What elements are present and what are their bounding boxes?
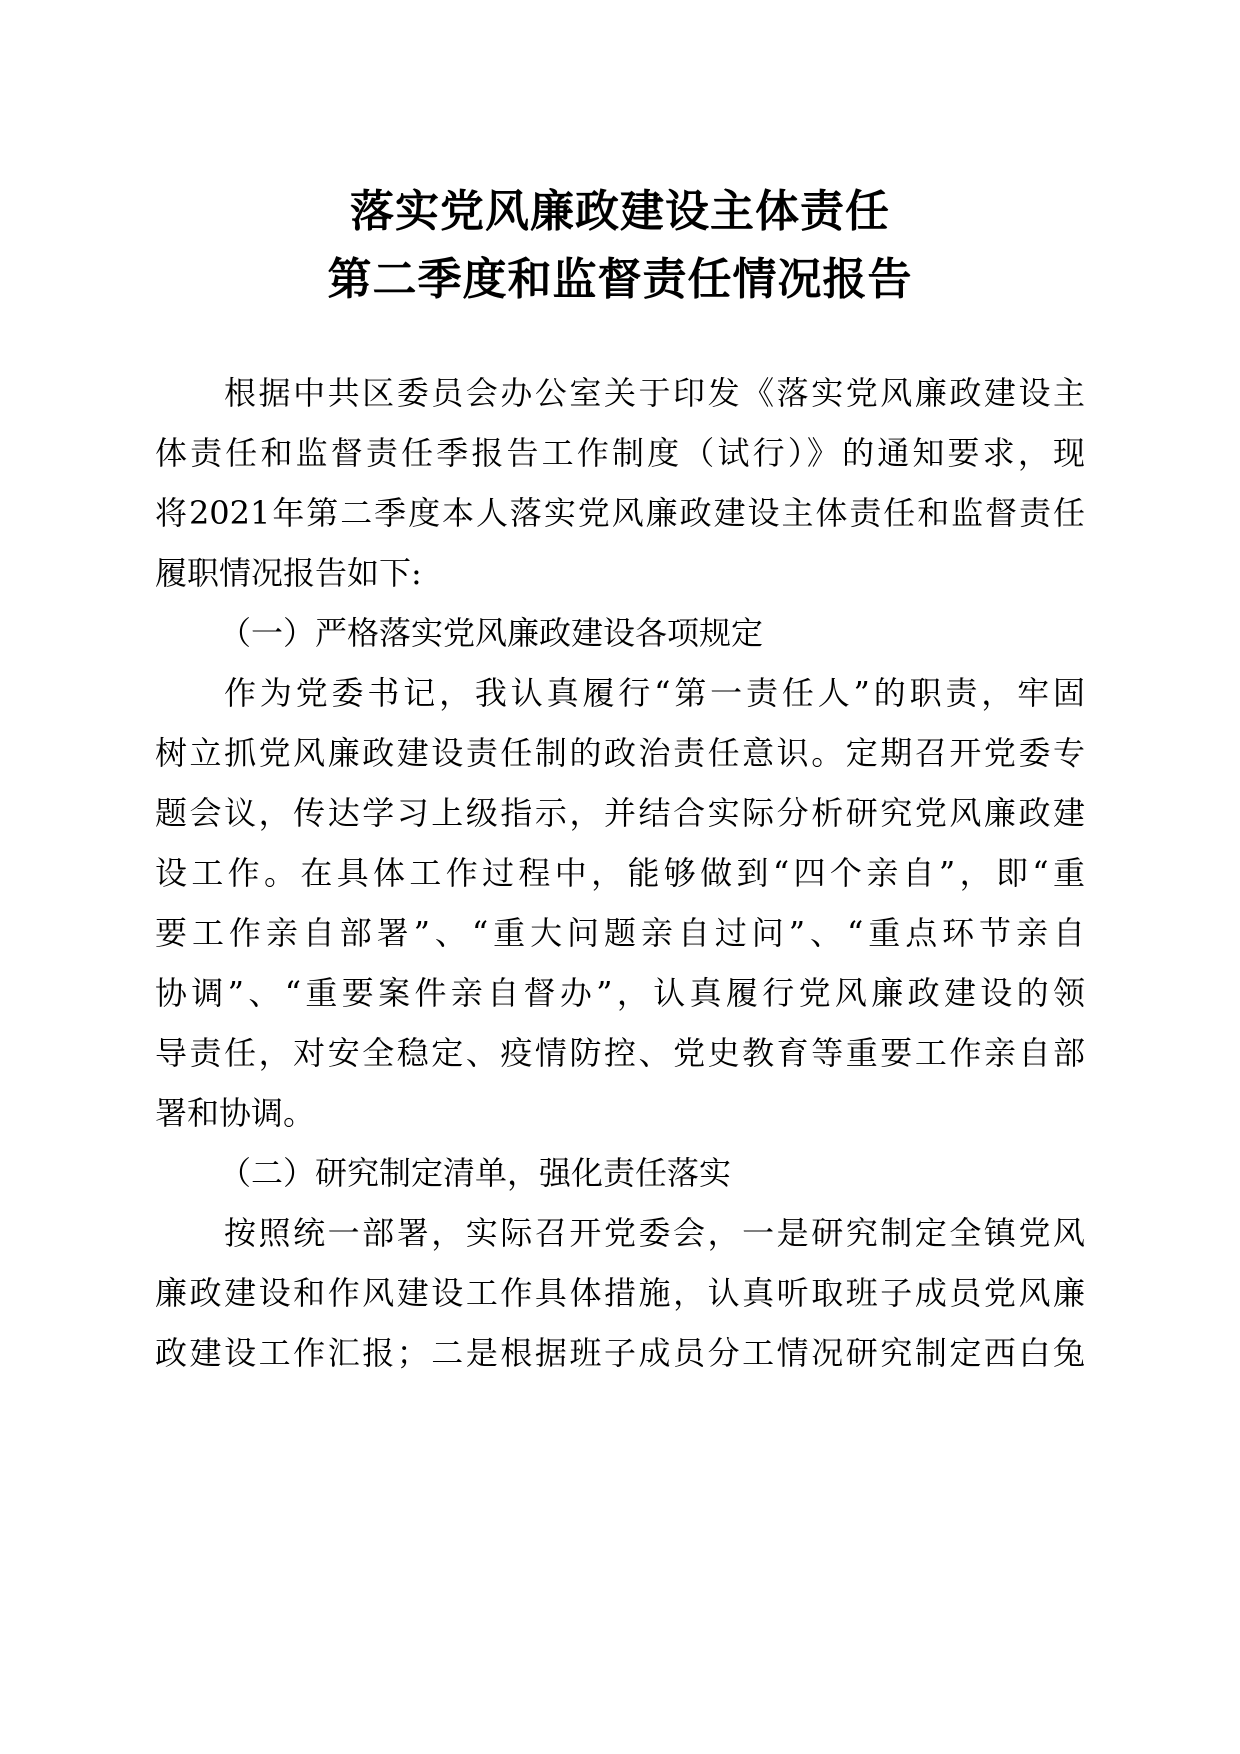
section1-line: 要工作亲自部署”、“重大问题亲自过问”、“重点环节亲自 [155,914,1085,952]
section1-line: 题会议，传达学习上级指示，并结合实际分析研究党风廉政建 [155,794,1085,832]
section2-line: 按照统一部署，实际召开党委会，一是研究制定全镇党风 [224,1214,1085,1252]
section1-line-mixed [155,969,1085,1017]
section-heading-1: （一）严格落实党风廉政建设各项规定 [219,614,764,652]
section1-line-part-sans: 认真履行党风廉政建设的领 [653,974,1085,1012]
section1-line: 署和协调。 [155,1094,316,1132]
intro-line: 体责任和监督责任季报告工作制度（试行）》的通知要求，现 [155,434,1085,472]
section2-line: 廉政建设和作风建设工作具体措施，认真听取班子成员党风廉 [155,1274,1085,1312]
section1-line: 作为党委书记，我认真履行“第一责任人”的职责，牢固 [224,674,1085,712]
document-title-line-2: 第二季度和监督责任情况报告 [327,254,913,305]
section1-line: 设工作。在具体工作过程中，能够做到“四个亲自”，即“重 [155,854,1085,892]
intro-line: 根据中共区委员会办公室关于印发《落实党风廉政建设主 [224,374,1085,412]
section2-line: 政建设工作汇报；二是根据班子成员分工情况研究制定西白兔 [155,1334,1085,1372]
section1-line-part-serif: 协调”、“重要案件亲自督办”， [155,974,654,1012]
intro-line: 将2021年第二季度本人落实党风廉政建设主体责任和监督责任 [155,494,1085,532]
document-title-line-1: 落实党风廉政建设主体责任 [350,186,890,237]
section1-line: 树立抓党风廉政建设责任制的政治责任意识。定期召开党委专 [155,734,1085,772]
intro-line: 履职情况报告如下: [155,554,422,592]
section1-line: 导责任，对安全稳定、疫情防控、党史教育等重要工作亲自部 [155,1034,1085,1072]
section-heading-2: （二）研究制定清单，强化责任落实 [219,1154,732,1192]
